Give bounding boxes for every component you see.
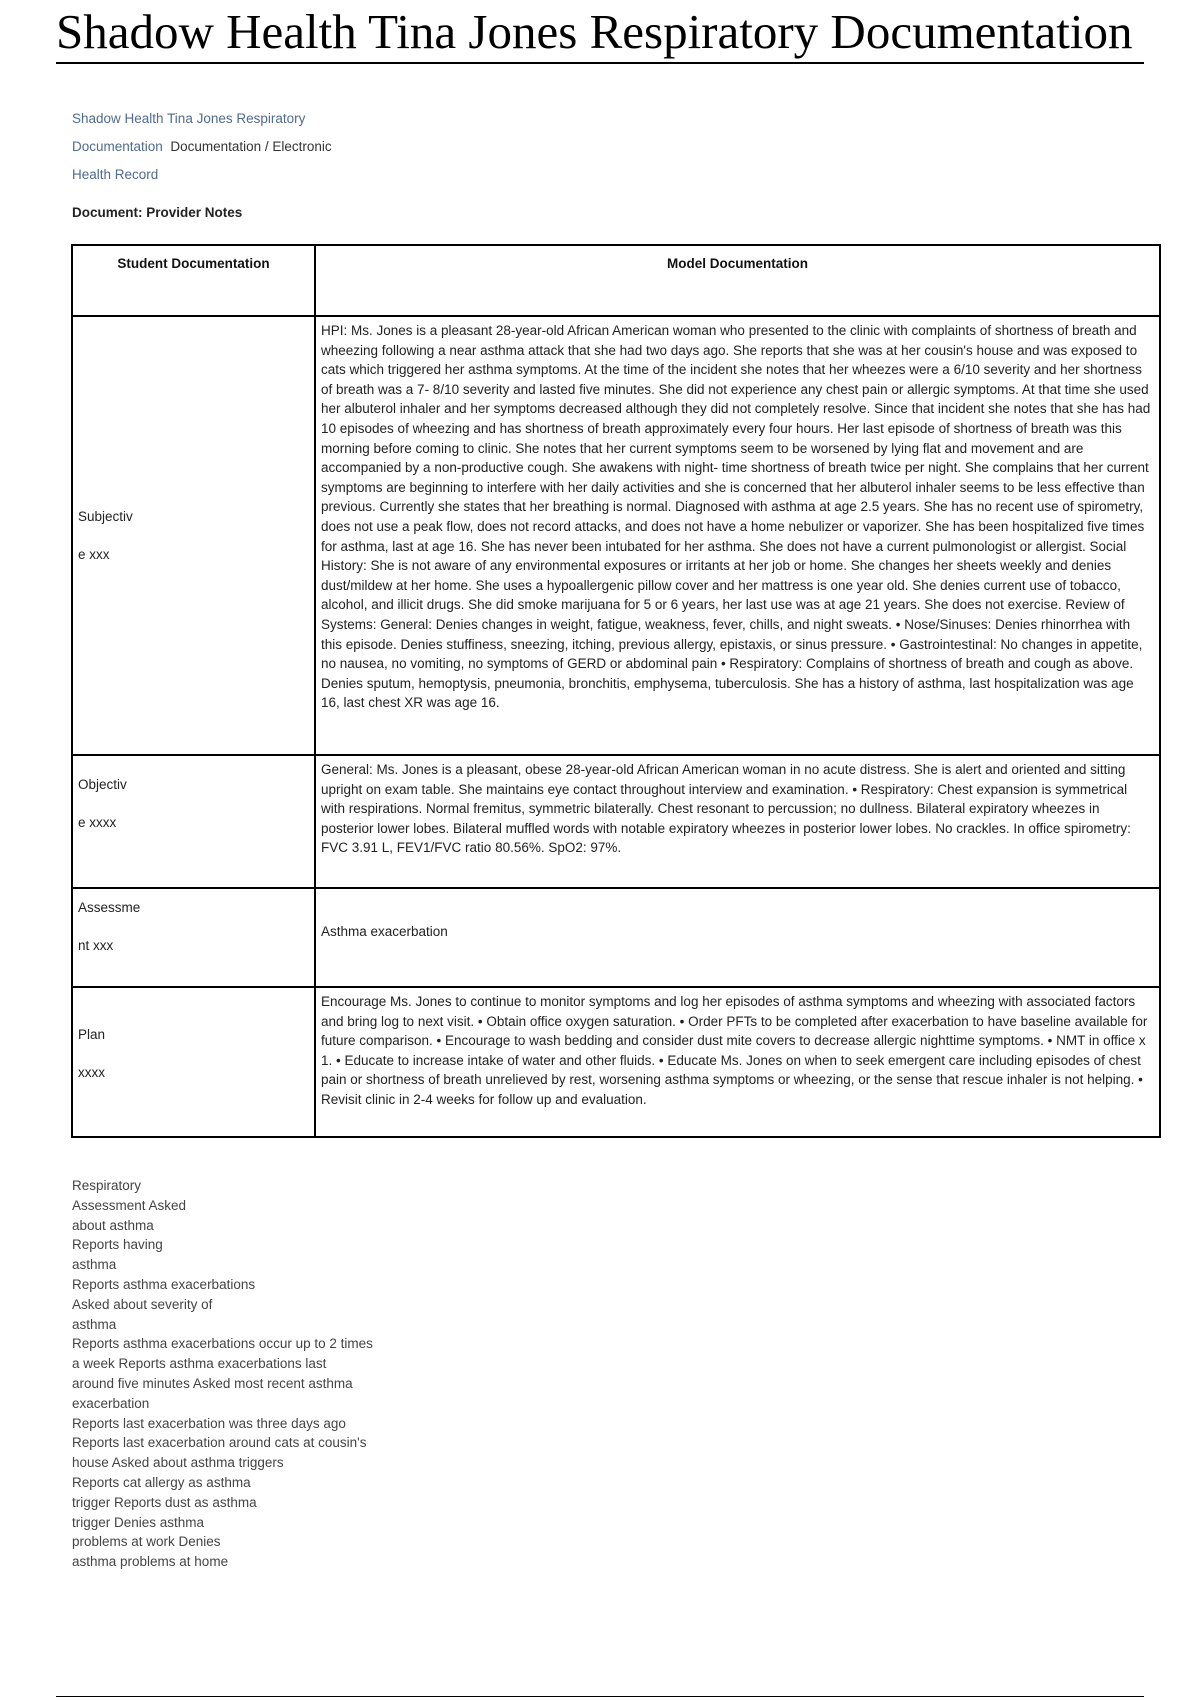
document-type-label: Document: Provider Notes <box>72 205 243 220</box>
row-label-line-2: e xxx <box>78 546 110 562</box>
assessment-line: asthma <box>72 1257 117 1273</box>
assessment-line: Reports having <box>72 1237 163 1253</box>
table-header-row <box>72 245 1160 316</box>
row-label-line-1: Subjectiv <box>78 508 133 524</box>
assessment-line: asthma problems at home <box>72 1554 229 1570</box>
row-label <box>73 756 314 842</box>
assessment-line: a week Reports asthma exacerbations last <box>72 1356 327 1372</box>
header-student-documentation: Student Documentation <box>72 245 315 316</box>
assessment-line: Reports asthma exacerbations <box>72 1276 256 1292</box>
table-row-assessment <box>72 888 1160 987</box>
subtitle-line-2 <box>72 133 392 161</box>
table-row-subjective <box>72 316 1160 755</box>
assessment-line: house Asked about asthma triggers <box>72 1455 284 1471</box>
header-model-documentation: Model Documentation <box>315 245 1160 316</box>
assessment-line: Reports cat allergy as asthma <box>72 1474 251 1490</box>
bottom-divider <box>56 1696 1144 1697</box>
row-label-line-1: Assessme <box>78 900 141 915</box>
subtitle-line-2-dark: Documentation / Electronic <box>170 139 332 154</box>
row-label <box>73 498 314 574</box>
table-row-plan <box>72 987 1160 1137</box>
row-label-line-2: xxxx <box>78 1065 105 1080</box>
row-label-cell <box>72 888 315 987</box>
assessment-line: Reports last exacerbation around cats at cousin's <box>72 1435 367 1451</box>
subtitle-line-1: Shadow Health Tina Jones Respiratory <box>72 111 306 126</box>
assessment-line: trigger Denies asthma <box>72 1514 205 1530</box>
assessment-line: Respiratory <box>72 1178 142 1193</box>
row-label <box>73 1016 314 1108</box>
subjective-text: HPI: Ms. Jones is a pleasant 28-year-old African American woman who presented to the clinic with complaints of shortness of breath and wheezing following a near asthma attack that she had two days ago. She reports that she was at her cousin's house and was exposed to cats which triggered her asthma symptoms. At the time of the incident she notes that her wheezes were a 6/10 severity and her shortness of breath was a 7- 8/10 severity and lasted five minutes. She did not experience any chest pain or allergic symptoms. At that time she used her albuterol inhaler and her symptoms decreased although they did not completely resolve. Since that incident she notes that she has had 10 episodes of wheezing and has shortness of breath approximately every four hours. Her last episode of shortness of breath was this morning before coming to clinic. She notes that her current symptoms seem to be worsened by lying flat and movement and are accompanied by a non-productive cough. She awakens with night- time shortness of breath twice per night. She complains that her current symptoms are beginning to interfere with her daily activities and she is concerned that her albuterol inhaler seems to be less effective than previous. Currently she states that her breathing is normal. Diagnosed with asthma at age 2.5 years. She has no recent use of spirometry, does not use a peak flow, does not record attacks, and does not have a home nebulizer or vaporizer. She has been hospitalized five times for asthma, last at age 16. She has never been intubated for her asthma. She does not have a current pulmonologist or allergist. Social History: She is not aware of any environmental exposures or irritants at her job or home. She changes her sheets weekly and denies dust/mildew at her home. She uses a hypoallergenic pillow cover and her mattress is one year old. She denies current use of tobacco, alcohol, and illicit drugs. She did smoke marijuana for 5 or 6 years, her last use was at age 21 years. She does not exercise. Review of Systems: General: Denies changes in weight, fatigue, weakness, fever, chills, and night sweats. • Nose/Sinuses: Denies rhinorrhea with this episode. Denies stuffiness, sneezing, itching, previous allergy, epistaxis, or sinus pressure. • Gastrointestinal: No changes in appetite, no nausea, no vomiting, no symptoms of GERD or abdominal pain • Respiratory: Complains of shortness of breath and cough as above. Denies sputum, hemoptysis, pneumonia, bronchitis, emphysema, tuberculosis. She has a history of asthma, last hospitalization was age 16, last chest XR was age 16. <box>321 323 1151 711</box>
row-label-line-1: Objectiv <box>78 777 127 792</box>
row-label <box>73 889 314 965</box>
assessment-line: about asthma <box>72 1217 154 1233</box>
table-row-objective <box>72 755 1160 888</box>
row-label-cell <box>72 755 315 888</box>
page-title: Shadow Health Tina Jones Respiratory Documentation <box>56 4 1144 64</box>
assessment-line: trigger Reports dust as asthma <box>72 1494 257 1510</box>
assessment-line: Assessment Asked <box>72 1197 187 1213</box>
subtitle-line-3: Health Record <box>72 167 159 182</box>
row-label-line-1: Plan <box>78 1027 106 1042</box>
row-content-cell <box>315 987 1160 1137</box>
row-label-cell <box>72 316 315 755</box>
subtitle-line-2-blue: Documentation <box>72 139 163 154</box>
row-label-cell <box>72 987 315 1137</box>
respiratory-assessment-notes <box>72 1176 422 1572</box>
assessment-line: exacerbation <box>72 1395 150 1411</box>
objective-text: General: Ms. Jones is a pleasant, obese 28-year-old African American woman in no acute distress. She is alert and oriented and sitting upright on exam table. She maintains eye contact throughout interview and examination. • Respiratory: Chest expansion is symmetrical with respirations. Normal fremitus, symmetric bilaterally. Chest resonant to percussion; no dullness. Bilateral expiratory wheezes in posterior lower lobes. Bilateral muffled words with notable expiratory wheezes in posterior lower lobes. No crackles. In office spirometry: FVC 3.91 L, FEV1/FVC ratio 80.56%. SpO2: 97%. <box>321 762 1131 856</box>
row-content-cell <box>315 888 1160 987</box>
document-subtitle <box>72 105 392 189</box>
assessment-line: Reports asthma exacerbations occur up to 2 times <box>72 1336 373 1352</box>
assessment-line: Asked about severity of <box>72 1296 213 1312</box>
row-label-line-2: e xxxx <box>78 815 117 830</box>
row-content-cell <box>315 316 1160 755</box>
provider-notes-table <box>71 244 1161 1138</box>
assessment-line: problems at work Denies <box>72 1534 221 1550</box>
assessment-text: Asthma exacerbation <box>321 923 448 939</box>
row-content-cell <box>315 755 1160 888</box>
assessment-line: Reports last exacerbation was three days ago <box>72 1415 346 1431</box>
plan-text: Encourage Ms. Jones to continue to monitor symptoms and log her episodes of asthma symptoms and wheezing with associated factors and bring log to next visit. • Obtain office oxygen saturation. • Order PFTs to be completed after exacerbation to have baseline available for future comparison. • Encourage to wash bedding and consider dust mite covers to decrease allergic nighttime symptoms. • NMT in office x 1. • Educate to increase intake of water and other fluids. • Educate Ms. Jones on when to seek emergent care including episodes of chest pain or shortness of breath unrelieved by rest, worsening asthma symptoms or wheezing, or the sense that rescue inhaler is not helping. • Revisit clinic in 2-4 weeks for follow up and evaluation. <box>321 994 1148 1107</box>
assessment-line: around five minutes Asked most recent asthma <box>72 1375 353 1391</box>
assessment-line: asthma <box>72 1316 117 1332</box>
row-label-line-2: nt xxx <box>78 938 114 953</box>
